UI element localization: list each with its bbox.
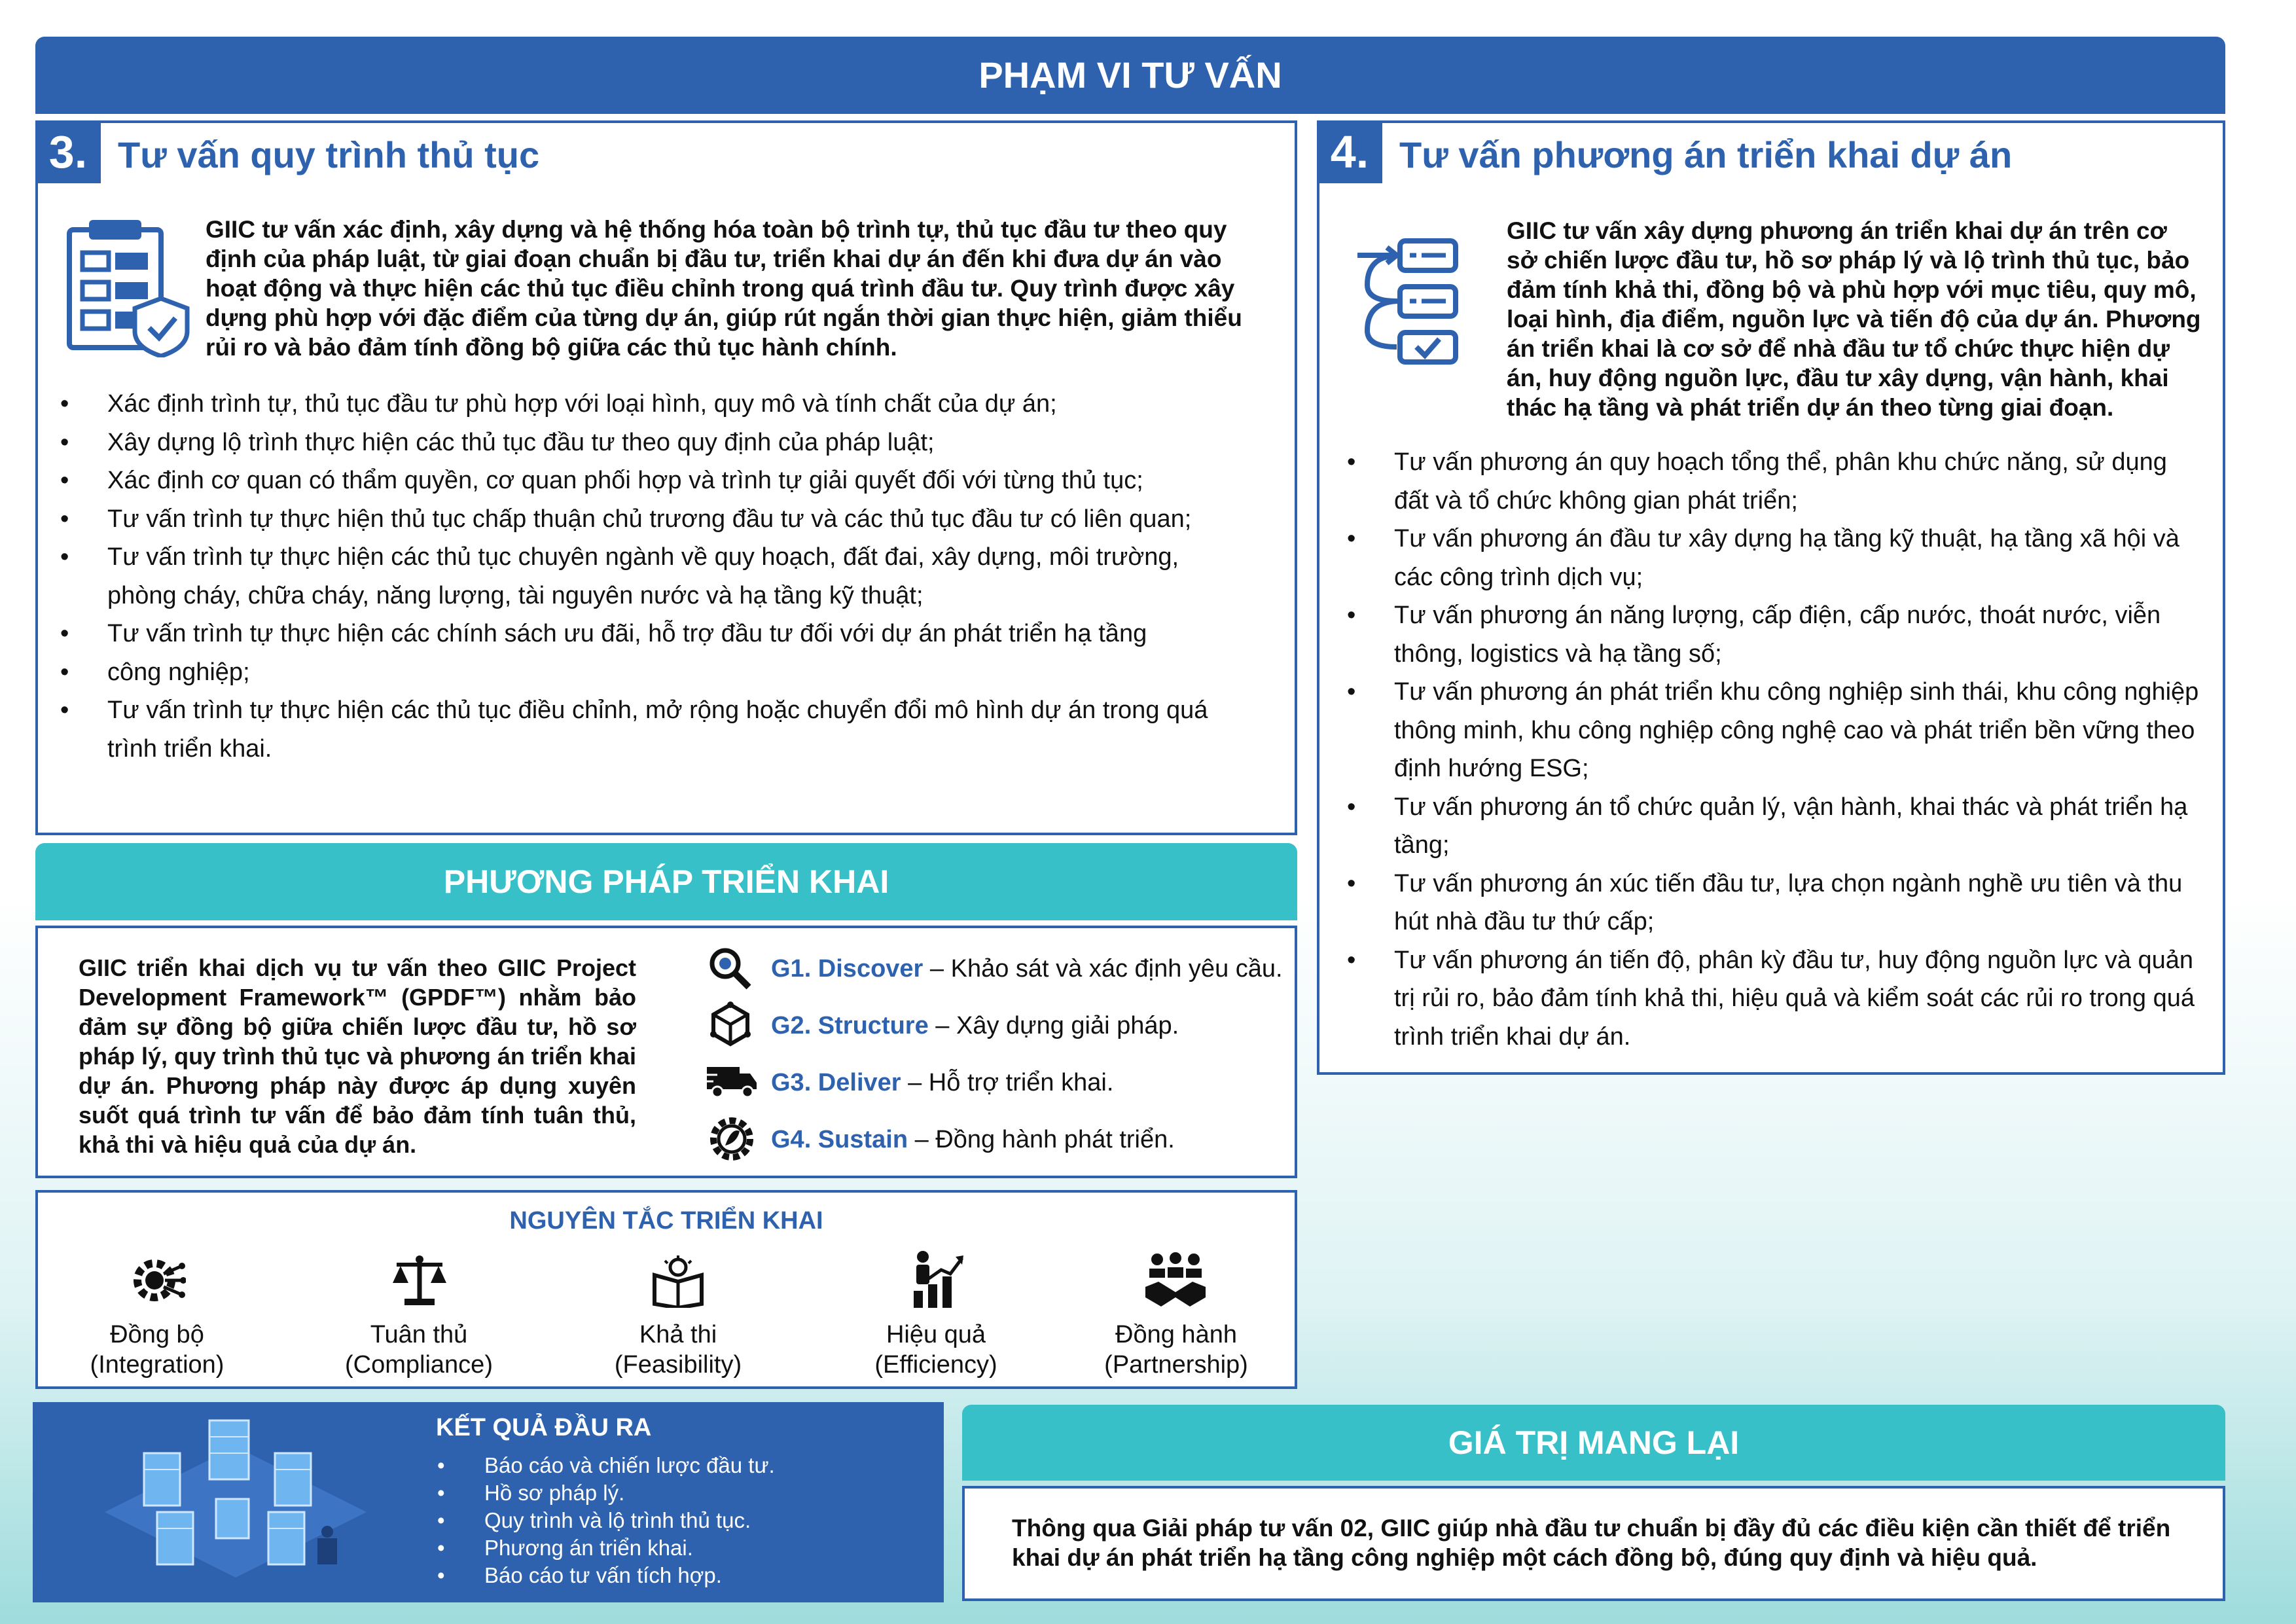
method-step-desc: – Xây dựng giải pháp. bbox=[928, 1012, 1179, 1039]
list-item: • Tư vấn phương án năng lượng, cấp điện, cấp nước, thoát nước, viễn thông, logistics và hạ tầng số; bbox=[1394, 596, 2206, 673]
principle-sublabel: (Integration) bbox=[90, 1351, 224, 1379]
principle-label: Khả thi bbox=[639, 1321, 717, 1348]
list-item: • Báo cáo tư vấn tích hợp. bbox=[484, 1562, 916, 1589]
list-item: • Tư vấn phương án tổ chức quản lý, vận hành, khai thác và phát triển hạ tầng; bbox=[1394, 788, 2206, 865]
principle-label: Đồng bộ bbox=[110, 1321, 204, 1348]
method-step-discover bbox=[771, 954, 1295, 984]
list-item: • Tư vấn phương án phát triển khu công nghiệp sinh thái, khu công nghiệp thông minh, khu công nghiệp công nghệ cao và phát triển bền vững theo định hướng ESG; bbox=[1394, 673, 2206, 788]
outputs-list bbox=[484, 1452, 916, 1589]
list-item: • Tư vấn trình tự thực hiện các thủ tục chuyên ngành về quy hoạch, đất đai, xây dựng, môi trường, phòng cháy, chữa cháy, năng lượng, tài nguyên nước và hạ tầng kỹ thuật; bbox=[107, 538, 1272, 615]
principle-feasibility bbox=[586, 1320, 770, 1380]
principle-sublabel: (Compliance) bbox=[345, 1351, 493, 1379]
delivery-truck-icon bbox=[704, 1063, 759, 1100]
list-item: • Tư vấn trình tự thực hiện thủ tục chấp thuận chủ trương đầu tư và các thủ tục đầu tư có liên quan; bbox=[107, 500, 1272, 539]
principle-label: Hiệu quả bbox=[886, 1321, 986, 1348]
checklist-shield-icon bbox=[63, 220, 194, 357]
principles-title: NGUYÊN TẮC TRIỂN KHAI bbox=[509, 1207, 823, 1235]
list-item: • Phương án triển khai. bbox=[484, 1534, 916, 1562]
list-item: • Tư vấn trình tự thực hiện các thủ tục điều chỉnh, mở rộng hoặc chuyển đổi mô hình dự án trong quá trình triển khai. bbox=[107, 691, 1272, 768]
principle-label: Tuân thủ bbox=[370, 1321, 468, 1348]
section-3-intro: GIIC tư vấn xác định, xây dựng và hệ thống hóa toàn bộ trình tự, thủ tục đầu tư theo quy định của pháp luật, từ giai đoạn chuẩn bị đầu tư, triển khai dự án đến khi đưa dự án vào hoạt động và thực hiện các thủ tục điều chỉnh trong quá trình đầu tư. Quy trình được xây dựng phù hợp với đặc điểm của từng dự án, giúp rút ngắn thời gian thực hiện, giảm thiểu rủi ro và bảo đảm tính đồng bộ giữa các thủ tục hành chính. bbox=[206, 216, 1242, 361]
section-4-title: Tư vấn phương án triển khai dự án bbox=[1399, 134, 2013, 175]
feasibility-book-icon bbox=[652, 1255, 704, 1308]
method-step-key: G3. Deliver bbox=[771, 1069, 901, 1096]
growth-chart-icon bbox=[908, 1250, 965, 1309]
section-3-list bbox=[107, 385, 1272, 768]
sustain-gear-icon bbox=[707, 1114, 757, 1164]
list-item: • Tư vấn phương án quy hoạch tổng thể, phân khu chức năng, sử dụng đất và tổ chức không gian phát triển; bbox=[1394, 443, 2206, 520]
list-item: • Xác định cơ quan có thẩm quyền, cơ quan phối hợp và trình tự giải quyết đối với từng thủ tục; bbox=[107, 461, 1272, 500]
list-item: • Hồ sơ pháp lý. bbox=[484, 1479, 916, 1507]
method-step-desc: – Khảo sát và xác định yêu cầu. bbox=[923, 955, 1283, 983]
section-4-intro: GIIC tư vấn xây dựng phương án triển khai dự án trên cơ sở chiến lược đầu tư, hồ sơ pháp lý và lộ trình thủ tục, bảo đảm tính khả thi, đồng bộ và phù hợp với mục tiêu, quy mô, loại hình, địa điểm, nguồn lực và tiến độ của dự án. Phương án triển khai là cơ sở để nhà đầu tư tổ chức thực hiện dự án, huy động nguồn lực, đầu tư xây dựng, vận hành, khai thác hạ tầng và phát triển dự án theo từng giai đoạn. bbox=[1507, 217, 2201, 421]
principle-sublabel: (Partnership) bbox=[1104, 1351, 1248, 1379]
list-item: • Báo cáo và chiến lược đầu tư. bbox=[484, 1452, 916, 1479]
method-header bbox=[35, 843, 1297, 920]
value-text: Thông qua Giải pháp tư vấn 02, GIIC giúp nhà đầu tư chuẩn bị đầy đủ các điều kiện cần thiết để triển khai dự án phát triển hạ tầng công nghiệp một cách đồng bộ, đúng quy định và hiệu quả. bbox=[1012, 1515, 2171, 1571]
magnifier-icon bbox=[707, 945, 753, 991]
list-item: • Tư vấn phương án tiến độ, phân kỳ đầu tư, huy động nguồn lực và quản trị rủi ro, bảo đảm tính khả thi, hiệu quả và kiểm soát các rủi ro trong quá trình triển khai dự án. bbox=[1394, 941, 2206, 1056]
handshake-icon bbox=[1144, 1252, 1207, 1309]
section-4-number: 4. bbox=[1317, 120, 1382, 183]
section-3-title: Tư vấn quy trình thủ tục bbox=[118, 134, 540, 175]
method-step-sustain bbox=[771, 1125, 1295, 1155]
principle-label: Đồng hành bbox=[1115, 1321, 1237, 1348]
scales-icon bbox=[390, 1253, 449, 1308]
list-item: • Tư vấn phương án đầu tư xây dựng hạ tầng kỹ thuật, hạ tầng xã hội và các công trình dịch vụ; bbox=[1394, 520, 2206, 596]
list-item: • Xác định trình tự, thủ tục đầu tư phù hợp với loại hình, quy mô và tính chất của dự án; bbox=[107, 385, 1272, 424]
method-step-desc: – Hỗ trợ triển khai. bbox=[901, 1069, 1114, 1096]
method-step-key: G4. Sustain bbox=[771, 1126, 908, 1153]
method-step-structure bbox=[771, 1011, 1295, 1041]
principle-integration bbox=[65, 1320, 249, 1380]
principle-sublabel: (Efficiency) bbox=[874, 1351, 997, 1379]
list-item: • Tư vấn phương án xúc tiến đầu tư, lựa chọn ngành nghề ưu tiên và thu hút nhà đầu tư thứ cấp; bbox=[1394, 865, 2206, 941]
value-header bbox=[962, 1405, 2225, 1481]
outputs-title: KẾT QUẢ ĐẦU RA bbox=[436, 1414, 652, 1441]
principle-compliance bbox=[327, 1320, 511, 1380]
section-3-number: 3. bbox=[35, 120, 101, 183]
value-title: GIÁ TRỊ MANG LẠI bbox=[1448, 1424, 1740, 1461]
method-intro: GIIC triển khai dịch vụ tư vấn theo GIIC Project Development Framework™ (GPDF™) nhằm bảo đảm sự đồng bộ giữa chiến lược đầu tư, hồ sơ pháp lý, quy trình thủ tục và phương án triển khai dự án. Phương pháp này được áp dụng xuyên suốt quá trình tư vấn để bảo đảm tính tuân thủ, khả thi và hiệu quả của dự án. bbox=[79, 954, 636, 1158]
method-step-desc: – Đồng hành phát triển. bbox=[908, 1126, 1175, 1153]
principle-sublabel: (Feasibility) bbox=[614, 1351, 742, 1379]
method-step-deliver bbox=[771, 1068, 1295, 1098]
section-4-list bbox=[1394, 443, 2206, 1056]
integration-gear-icon bbox=[131, 1253, 186, 1308]
list-item: • công nghiệp; bbox=[107, 653, 1272, 692]
list-item: • Tư vấn trình tự thực hiện các chính sách ưu đãi, hỗ trợ đầu tư đối với dự án phát triển hạ tầng bbox=[107, 615, 1272, 653]
list-item: • Quy trình và lộ trình thủ tục. bbox=[484, 1507, 916, 1534]
principle-partnership bbox=[1081, 1320, 1271, 1380]
page-title: PHẠM VI TƯ VẤN bbox=[978, 54, 1282, 96]
list-item: • Xây dựng lộ trình thực hiện các thủ tục đầu tư theo quy định của pháp luật; bbox=[107, 424, 1272, 462]
structure-cube-icon bbox=[709, 1001, 751, 1047]
data-center-illustration bbox=[105, 1407, 367, 1597]
method-title: PHƯƠNG PHÁP TRIỂN KHAI bbox=[443, 863, 889, 900]
page-header bbox=[35, 37, 2225, 114]
method-step-key: G2. Structure bbox=[771, 1012, 929, 1039]
principle-efficiency bbox=[844, 1320, 1028, 1380]
process-flow-icon bbox=[1357, 236, 1462, 367]
method-step-key: G1. Discover bbox=[771, 955, 924, 983]
